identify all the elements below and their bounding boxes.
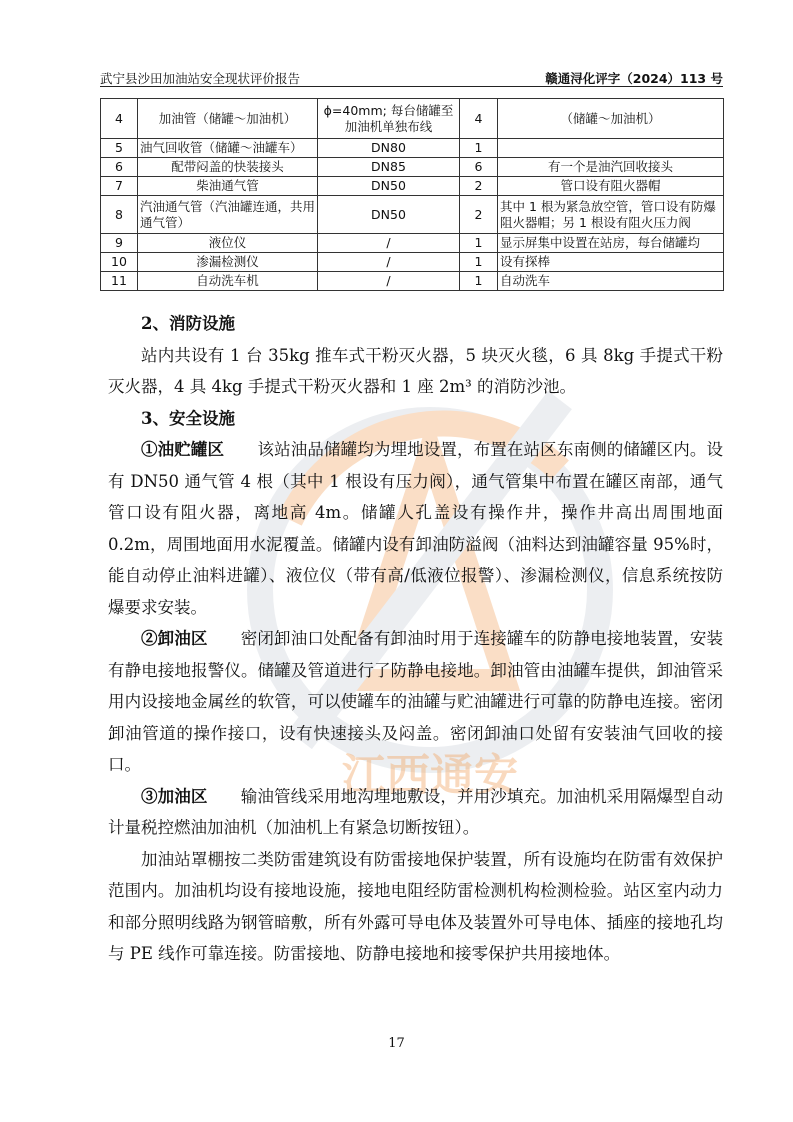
tank-text: 该站油品储罐均为埋地设置，布置在站区东南侧的储罐区内。设有 DN50 通气管 4 根（其中 1 根设有压力阀），通气管集中布置在罐区南部，通气管口设有阻火器，离地高 4m。储罐人孔盖设有操作井，操作井高出周围地面 0.2m，周围地面用水泥覆盖。储罐内设有卸油防溢阀（油料达到油罐容量 95%时，能自动停止油料进罐）、液位仪（带有高/低液位报警）、渗漏检测仪，信息系统按防爆要求安装。 [108, 440, 724, 617]
table-row [101, 196, 724, 234]
fire-paragraph: 站内共设有 1 台 35kg 推车式干粉灭火器，5 块灭火毯，6 具 8kg 手提式干粉灭火器，4 具 4kg 手提式干粉灭火器和 1 座 2m³ 的消防沙池。 [108, 345, 723, 396]
cell-no: 7 [101, 177, 138, 196]
cell-no: 6 [101, 158, 138, 177]
cell-qty: 4 [460, 99, 498, 139]
lightning-paragraph: 加油站罩棚按二类防雷建筑设有防雷接地保护装置，所有设施均在防雷有效保护范围内。加油机均设有接地设施，接地电阻经防雷检测机构检测检验。站区室内动力和部分照明线路为钢管暗敷，所有外露可导电体及装置外可导电体、插座的接地孔均与 PE 线作可靠连接。防雷接地、防静电接地和接零保护共用接地体。 [108, 849, 723, 963]
cell-spec: DN85 [318, 158, 460, 177]
cell-note: 自动洗车 [498, 272, 724, 291]
cell-name: 柴油通气管 [138, 177, 318, 196]
cell-name: 汽油通气管（汽油罐连通，共用通气管） [138, 196, 318, 234]
report-body [108, 308, 723, 970]
cell-spec: DN80 [318, 139, 460, 158]
table-row [101, 177, 724, 196]
cell-no: 9 [101, 234, 138, 253]
cell-name: 液位仪 [138, 234, 318, 253]
page-header [100, 64, 723, 87]
section-title-fire: 2、消防设施 [141, 314, 235, 333]
page-number: 17 [388, 1036, 405, 1051]
cell-note: 有一个是油汽回收接头 [498, 158, 724, 177]
cell-name: 配带闷盖的快装接头 [138, 158, 318, 177]
cell-spec: DN50 [318, 177, 460, 196]
unload-text: 密闭卸油口处配备有卸油时用于连接罐车的防静电接地装置，安装有静电接地报警仪。储罐及管道进行了防静电接地。卸油管由油罐车提供，卸油管采用内设接地金属丝的软管，可以使罐车的油罐与贮油罐进行可靠的防静电连接。密闭卸油管道的操作接口，设有快速接头及闷盖。密闭卸油口处留有安装油气回收的接口。 [108, 629, 724, 774]
cell-name: 油气回收管（储罐～油罐车） [138, 139, 318, 158]
cell-qty: 2 [460, 177, 498, 196]
fuel-paragraph [108, 781, 723, 844]
cell-note: 显示屏集中设置在站房，每台储罐均 [498, 234, 724, 253]
cell-note: （储罐～加油机） [498, 99, 724, 139]
tank-paragraph [108, 434, 723, 623]
cell-qty: 2 [460, 196, 498, 234]
cell-name: 加油管（储罐～加油机） [138, 99, 318, 139]
table-row [101, 272, 724, 291]
cell-note: 设有探棒 [498, 253, 724, 272]
cell-spec: / [318, 234, 460, 253]
cell-name: 渗漏检测仪 [138, 253, 318, 272]
cell-qty: 1 [460, 234, 498, 253]
cell-spec: / [318, 272, 460, 291]
cell-spec: / [318, 253, 460, 272]
cell-qty: 1 [460, 272, 498, 291]
watermark-text: 江西通安 [342, 751, 518, 800]
fuel-label: ③加油区 [141, 786, 208, 806]
cell-no: 4 [101, 99, 138, 139]
cell-no: 11 [101, 272, 138, 291]
table-row [101, 253, 724, 272]
section-title-safety: 3、安全设施 [141, 408, 235, 428]
cell-note: 管口设有阻火器帽 [498, 177, 724, 196]
tank-label: ①油贮罐区 [141, 440, 225, 459]
equipment-table [100, 98, 724, 291]
unload-label: ②卸油区 [141, 629, 208, 648]
cell-name: 自动洗车机 [138, 272, 318, 291]
fuel-text: 输油管线采用地沟埋地敷设，并用沙填充。加油机采用隔爆型自动计量税控燃油加油机（加油机上有紧急切断按钮）。 [108, 786, 724, 837]
table-row [101, 139, 724, 158]
unload-paragraph [108, 623, 723, 781]
cell-qty: 1 [460, 253, 498, 272]
cell-qty: 1 [460, 139, 498, 158]
cell-note: 其中 1 根为紧急放空管，管口设有防爆阻火器帽；另 1 根设有阻火压力阀 [498, 196, 724, 234]
report-number: 赣通浔化评字（2024）113 号 [545, 71, 723, 86]
cell-spec: ϕ=40mm; 每台储罐至加油机单独布线 [318, 99, 460, 139]
cell-no: 8 [101, 196, 138, 234]
cell-spec: DN50 [318, 196, 460, 234]
table-row [101, 158, 724, 177]
cell-no: 10 [101, 253, 138, 272]
report-title: 武宁县沙田加油站安全现状评价报告 [100, 71, 301, 86]
table-row [101, 99, 724, 139]
cell-no: 5 [101, 139, 138, 158]
cell-note [498, 139, 724, 158]
cell-qty: 6 [460, 158, 498, 177]
table-row [101, 234, 724, 253]
